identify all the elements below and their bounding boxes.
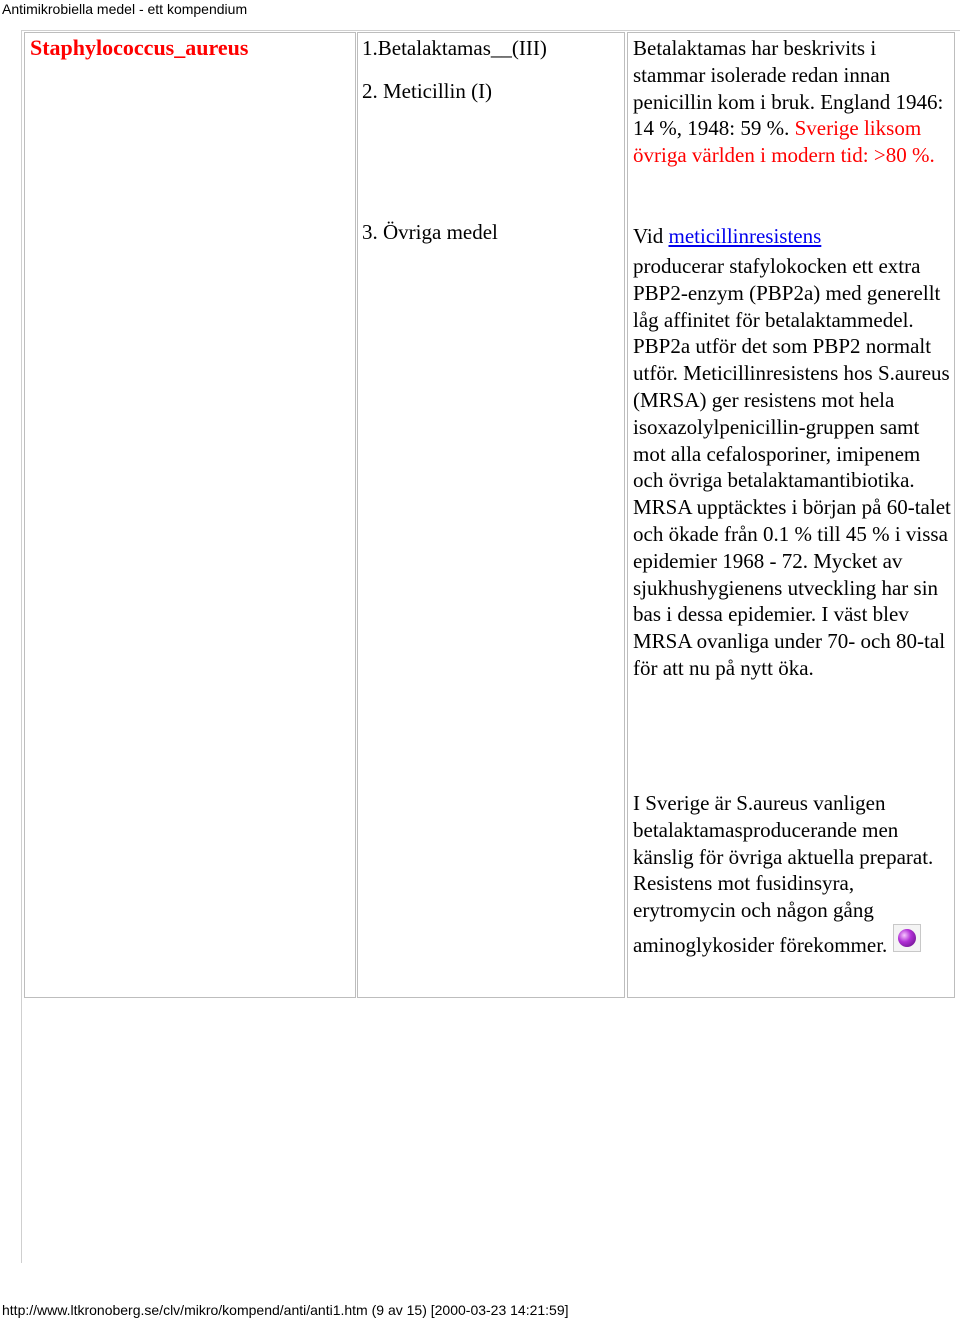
paragraph-meticillin-body: producerar stafylokocken ett extra PBP2-enzym (PBP2a) med generellt låg affinitet för betalaktammedel. PBP2a utför det som PBP2 normalt utför. Meticillinresistens hos S.aureus (MRSA) ger resistens mot hela isoxazolylpenicillin-gruppen samt mot alla cefalosporiner, imipenem och övriga betalaktamantibiotika. MRSA upptäcktes i början på 60-talet och ökade från 0.1 % till 45 % i vissa epidemier 1968 - 72. Mycket av sjukhushygienens utveckling har sin bas i dessa epidemier. I väst blev MRSA ovanliga under 70- och 80-tal för att nu på nytt öka.	[633, 254, 951, 680]
paragraph-highlight: Sverige liksom övriga världen i modern tid: >80 %.	[633, 116, 935, 168]
purple-ball-icon	[893, 924, 921, 952]
paragraph-prefix: Vid	[633, 224, 664, 248]
page-title: Antimikrobiella medel - ett kompendium	[2, 1, 248, 17]
paragraph-sverige	[633, 790, 953, 959]
drug-item-meticillin: 2. Meticillin (I)	[362, 79, 493, 103]
meticillinresistens-link[interactable]: meticillinresistens	[668, 224, 822, 248]
paragraph-text: I Sverige är S.aureus vanligen betalaktamasproducerande men känslig för övriga aktuella preparat. Resistens mot fusidinsyra, erytromycin och någon gång aminoglykosider förekommer.	[633, 791, 934, 957]
drugs-cell	[357, 32, 625, 998]
organism-name: Staphylococcus_aureus	[30, 35, 249, 60]
footer-url: http://www.ltkronoberg.se/clv/mikro/kompend/anti/anti1.htm (9 av 15) [2000-03-23 14:21:59]	[2, 1302, 569, 1318]
drug-item-betalaktamas: 1.Betalaktamas__(III)	[362, 36, 547, 60]
organism-cell	[24, 32, 356, 998]
paragraph-betalaktamas	[633, 35, 953, 169]
drug-item-ovriga: 3. Övriga medel	[362, 220, 498, 244]
paragraph-meticillin-intro	[633, 223, 953, 250]
paragraph-text: Betalaktamas har beskrivits i stammar isolerade redan innan penicillin kom i bruk. England 1946: 14 %, 1948: 59 %.	[633, 36, 944, 141]
